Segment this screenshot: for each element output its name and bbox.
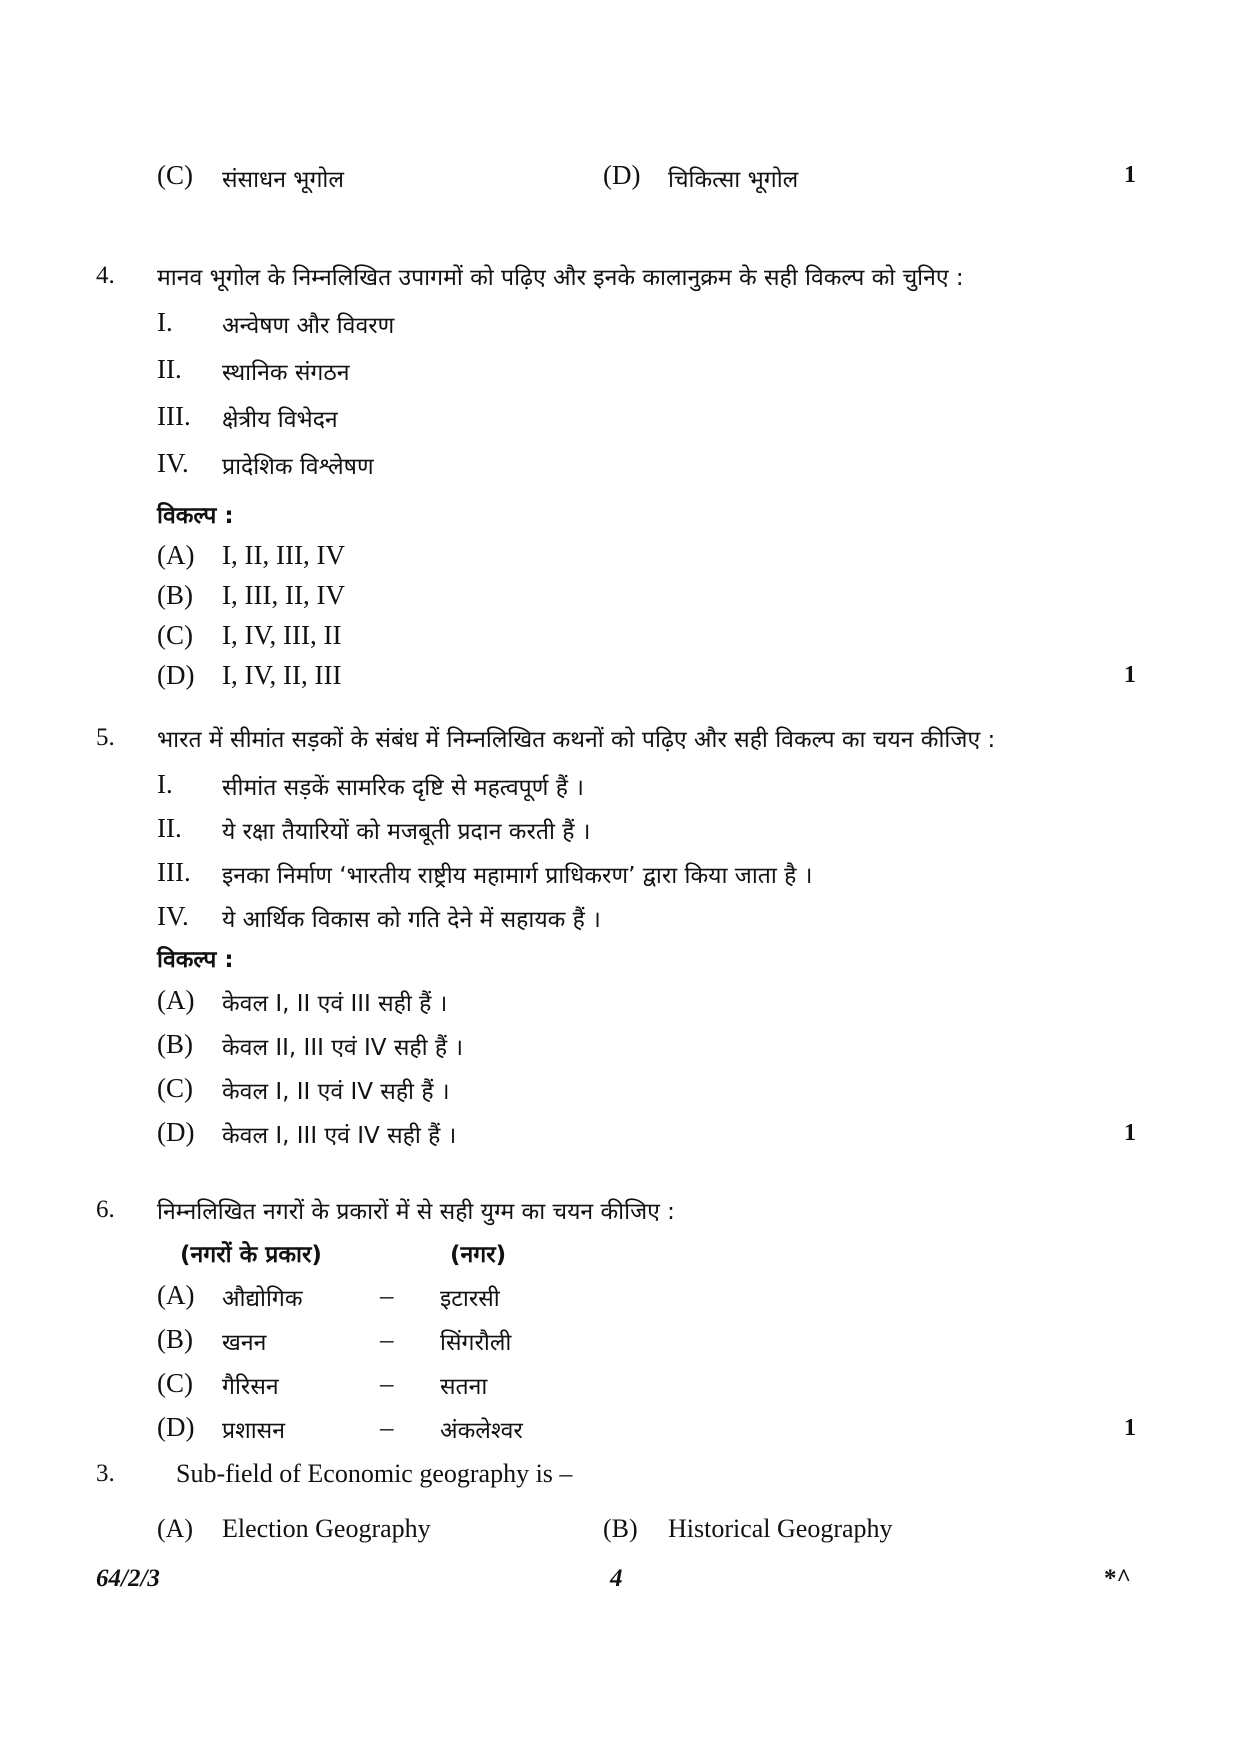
option-label: (C) [157, 620, 193, 650]
statement-label: I. [157, 769, 173, 799]
option-label: (B) [603, 1514, 638, 1543]
statement-text: सीमांत सड़कें सामरिक दृष्टि से महत्वपूर्ण हैं । [222, 775, 584, 801]
option-text: केवल I, III एवं IV सही हैं । [222, 1123, 457, 1149]
city-name: सतना [440, 1374, 488, 1400]
statement-text: ये आर्थिक विकास को गति देने में सहायक हैं । [222, 907, 601, 933]
option-label: (B) [157, 580, 193, 610]
option-text: केवल I, II एवं IV सही हैं । [222, 1079, 450, 1105]
option-label: (C) [157, 160, 193, 190]
question-text: भारत में सीमांत सड़कों के संबंध में निम्नलिखित कथनों को पढ़िए और सही विकल्प का चयन कीजिए : [157, 727, 996, 753]
column-heading-type: (नगरों के प्रकार) [180, 1242, 322, 1268]
option-label: (C) [157, 1073, 193, 1103]
marks: 1 [1124, 162, 1136, 188]
statement-label: III. [157, 401, 191, 431]
options-heading: विकल्प : [157, 947, 234, 973]
statement-label: II. [157, 354, 182, 384]
column-heading-city: (नगर) [450, 1242, 507, 1268]
city-type: खनन [222, 1330, 267, 1356]
option-label: (B) [157, 1029, 193, 1059]
marks: 1 [1124, 1120, 1136, 1146]
statement-label: IV. [157, 901, 189, 931]
option-label: (D) [157, 1412, 195, 1442]
option-label: (B) [157, 1324, 193, 1354]
option-label: (D) [157, 660, 195, 690]
city-name: इटारसी [440, 1286, 500, 1312]
option-text: I, IV, III, II [222, 620, 342, 650]
footer-symbol: *^ [1104, 1565, 1132, 1592]
dash: – [380, 1324, 394, 1354]
option-label: (A) [157, 1514, 194, 1543]
statement-label: III. [157, 857, 191, 887]
question-number: 3. [96, 1460, 115, 1487]
dash: – [380, 1280, 394, 1310]
city-type: गैरिसन [222, 1374, 279, 1400]
statement-text: अन्वेषण और विवरण [222, 313, 395, 339]
marks: 1 [1124, 1415, 1136, 1441]
option-text: संसाधन भूगोल [222, 167, 344, 193]
option-label: (D) [603, 160, 641, 190]
statement-label: I. [157, 307, 173, 337]
option-label: (A) [157, 1280, 195, 1310]
option-label: (D) [157, 1117, 195, 1147]
option-label: (A) [157, 985, 195, 1015]
option-text: I, III, II, IV [222, 580, 345, 610]
question-text: मानव भूगोल के निम्नलिखित उपागमों को पढ़िए और इनके कालानुक्रम के सही विकल्प को चुनिए : [157, 265, 964, 291]
question-number: 6. [96, 1196, 115, 1223]
question-text: निम्नलिखित नगरों के प्रकारों में से सही युग्म का चयन कीजिए : [157, 1199, 675, 1225]
question-number: 4. [96, 262, 115, 289]
statement-text: इनका निर्माण ‘भारतीय राष्ट्रीय महामार्ग प्राधिकरण’ द्वारा किया जाता है । [222, 863, 813, 889]
option-text: केवल II, III एवं IV सही हैं । [222, 1035, 464, 1061]
option-text: Election Geography [222, 1514, 431, 1543]
option-label: (C) [157, 1368, 193, 1398]
city-type: प्रशासन [222, 1418, 285, 1444]
statement-text: स्थानिक संगठन [222, 360, 350, 386]
dash: – [380, 1368, 394, 1398]
question-text: Sub-field of Economic geography is – [176, 1459, 573, 1488]
page-number: 4 [610, 1565, 623, 1592]
city-type: औद्योगिक [222, 1286, 303, 1312]
paper-code: 64/2/3 [96, 1565, 160, 1592]
marks: 1 [1124, 662, 1136, 688]
statement-label: II. [157, 813, 182, 843]
options-heading: विकल्प : [157, 503, 234, 529]
option-label: (A) [157, 540, 195, 570]
option-text: I, IV, II, III [222, 660, 342, 690]
dash: – [380, 1412, 394, 1442]
statement-text: प्रादेशिक विश्लेषण [222, 454, 374, 480]
option-text: I, II, III, IV [222, 540, 345, 570]
option-text: चिकित्सा भूगोल [668, 167, 799, 193]
question-number: 5. [96, 724, 115, 751]
city-name: अंकलेश्वर [440, 1418, 523, 1444]
option-text: Historical Geography [668, 1514, 893, 1543]
city-name: सिंगरौली [440, 1330, 512, 1356]
option-text: केवल I, II एवं III सही हैं । [222, 991, 448, 1017]
statement-text: क्षेत्रीय विभेदन [222, 407, 338, 433]
statement-label: IV. [157, 448, 189, 478]
statement-text: ये रक्षा तैयारियों को मजबूती प्रदान करती हैं । [222, 819, 591, 845]
